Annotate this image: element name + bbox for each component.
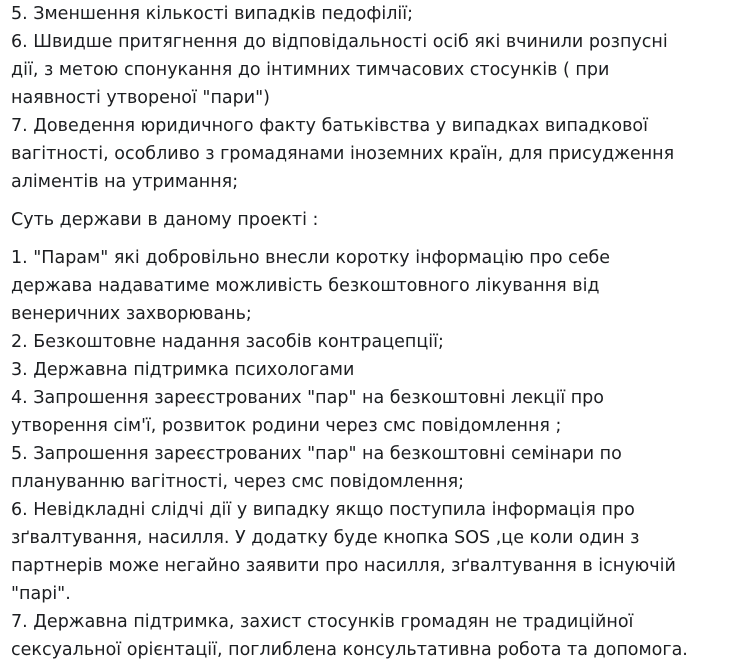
text-line: 3. Державна підтримка психологами xyxy=(11,360,355,380)
text-line: наявності утвореної "пари") xyxy=(11,88,270,108)
paragraph-heading xyxy=(11,206,726,234)
post-text xyxy=(11,0,726,664)
text-line: партнерів може негайно заявити про насилля, зґвалтування в існуючій xyxy=(11,556,676,576)
text-line: 2. Безкоштовне надання засобів контрацепції; xyxy=(11,332,444,352)
text-line: 4. Запрошення зареєстрованих "пар" на безкоштовні лекції про xyxy=(11,388,605,408)
section-heading: Суть держави в даному проекті : xyxy=(11,210,319,230)
text-line: 7. Державна підтримка, захист стосунків громадян не традиційної xyxy=(11,612,634,632)
text-line: 5. Зменшення кількості випадків педофілії; xyxy=(11,4,413,24)
paragraph-spacer xyxy=(11,196,726,206)
text-line: зґвалтування, насилля. У додатку буде кнопка SOS ,це коли один з xyxy=(11,528,640,548)
text-line: плануванню вагітності, через смс повідомлення; xyxy=(11,472,465,492)
text-line: вагітності, особливо з громадянами іноземних країн, для присудження xyxy=(11,144,675,164)
text-line: держава надаватиме можливість безкоштовного лікування від xyxy=(11,276,600,296)
text-line: "парі". xyxy=(11,584,71,604)
text-line: 5. Запрошення зареєстрованих "пар" на безкоштовні семінари по xyxy=(11,444,622,464)
text-line: утворення сім'ї, розвиток родини через смс повідомлення ; xyxy=(11,416,562,436)
text-line: 1. "Парам" які добровільно внесли коротку інформацію про себе xyxy=(11,248,611,268)
text-line: 6. Швидше притягнення до відповідальності осіб які вчинили розпусні xyxy=(11,32,668,52)
paragraph-state-role-list xyxy=(11,244,726,664)
text-line: сексуальної орієнтації, поглиблена консультативна робота та допомога. xyxy=(11,640,688,660)
text-line: аліментів на утримання; xyxy=(11,172,239,192)
text-line: венеричних захворювань; xyxy=(11,304,252,324)
text-line: дії, з метою спонукання до інтимних тимчасових стосунків ( при xyxy=(11,60,610,80)
text-line: 6. Невідкладні слідчі дії у випадку якщо поступила інформація про xyxy=(11,500,635,520)
paragraph-spacer xyxy=(11,234,726,244)
text-line: 7. Доведення юридичного факту батьківства у випадках випадкової xyxy=(11,116,648,136)
paragraph-goals-continued xyxy=(11,0,726,196)
